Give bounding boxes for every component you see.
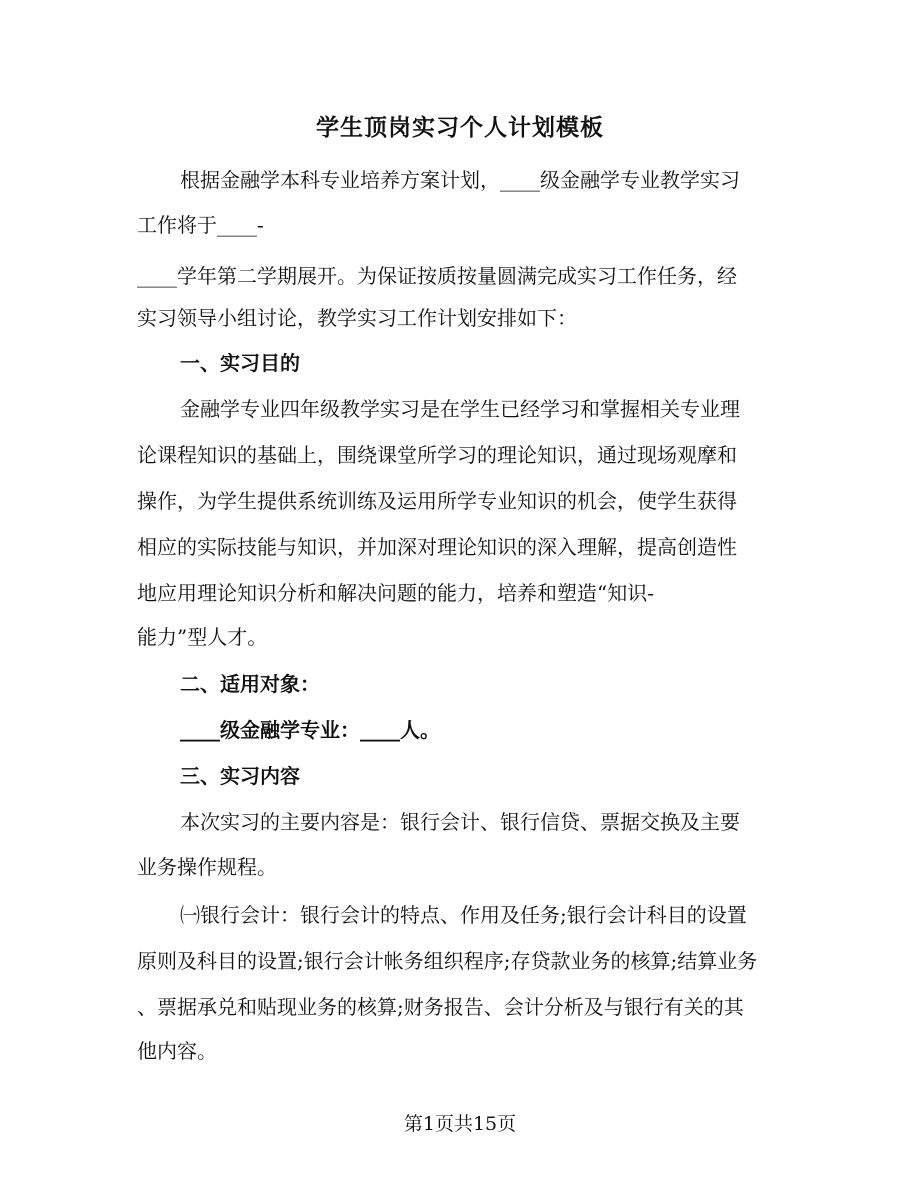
paragraph-intro-line-4: 实习领导小组讨论，教学实习工作计划安排如下：: [137, 306, 577, 330]
paragraph-purpose-line-5: 地应用理论知识分析和解决问题的能力，培养和塑造“知识-: [137, 581, 654, 605]
paragraph-accounting-line-4: 他内容。: [137, 1039, 217, 1063]
paragraph-accounting-line-3: 、票据承兑和贴现业务的核算;财务报告、会计分析及与银行有关的其: [137, 995, 744, 1019]
section-heading-target: 二、适用对象：: [180, 672, 320, 696]
paragraph-accounting-line-1: ㈠银行会计：银行会计的特点、作用及任务;银行会计科目的设置: [180, 903, 747, 927]
paragraph-purpose-line-3: 操作，为学生提供系统训练及运用所学专业知识的机会，使学生获得: [137, 489, 737, 513]
paragraph-intro-line-1: 根据金融学本科专业培养方案计划，____级金融学专业教学实习: [180, 168, 740, 192]
paragraph-content-line-2: 业务操作规程。: [137, 855, 277, 879]
paragraph-accounting-line-2: 原则及科目的设置;银行会计帐务组织程序;存贷款业务的核算;结算业务: [137, 949, 758, 973]
paragraph-target: ____级金融学专业：____人。: [180, 718, 440, 742]
paragraph-purpose-line-4: 相应的实际技能与知识，并加深对理论知识的深入理解，提高创造性: [137, 535, 737, 559]
paragraph-purpose-line-1: 金融学专业四年级教学实习是在学生已经学习和掌握相关专业理: [180, 397, 740, 421]
paragraph-content-line-1: 本次实习的主要内容是：银行会计、银行信贷、票据交换及主要: [180, 810, 740, 834]
paragraph-purpose-line-2: 论课程知识的基础上，围绕课堂所学习的理论知识，通过现场观摩和: [137, 443, 737, 467]
section-heading-purpose: 一、实习目的: [180, 351, 300, 375]
section-heading-content: 三、实习内容: [180, 764, 300, 788]
document-title: 学生顶岗实习个人计划模板: [316, 114, 604, 141]
page-number-footer: 第1页共15页: [403, 1113, 517, 1135]
paragraph-intro-line-2: 工作将于____-: [137, 213, 264, 237]
paragraph-purpose-line-6: 能力”型人才。: [137, 625, 268, 649]
paragraph-intro-line-3: ____学年第二学期展开。为保证按质按量圆满完成实习工作任务，经: [137, 264, 737, 288]
